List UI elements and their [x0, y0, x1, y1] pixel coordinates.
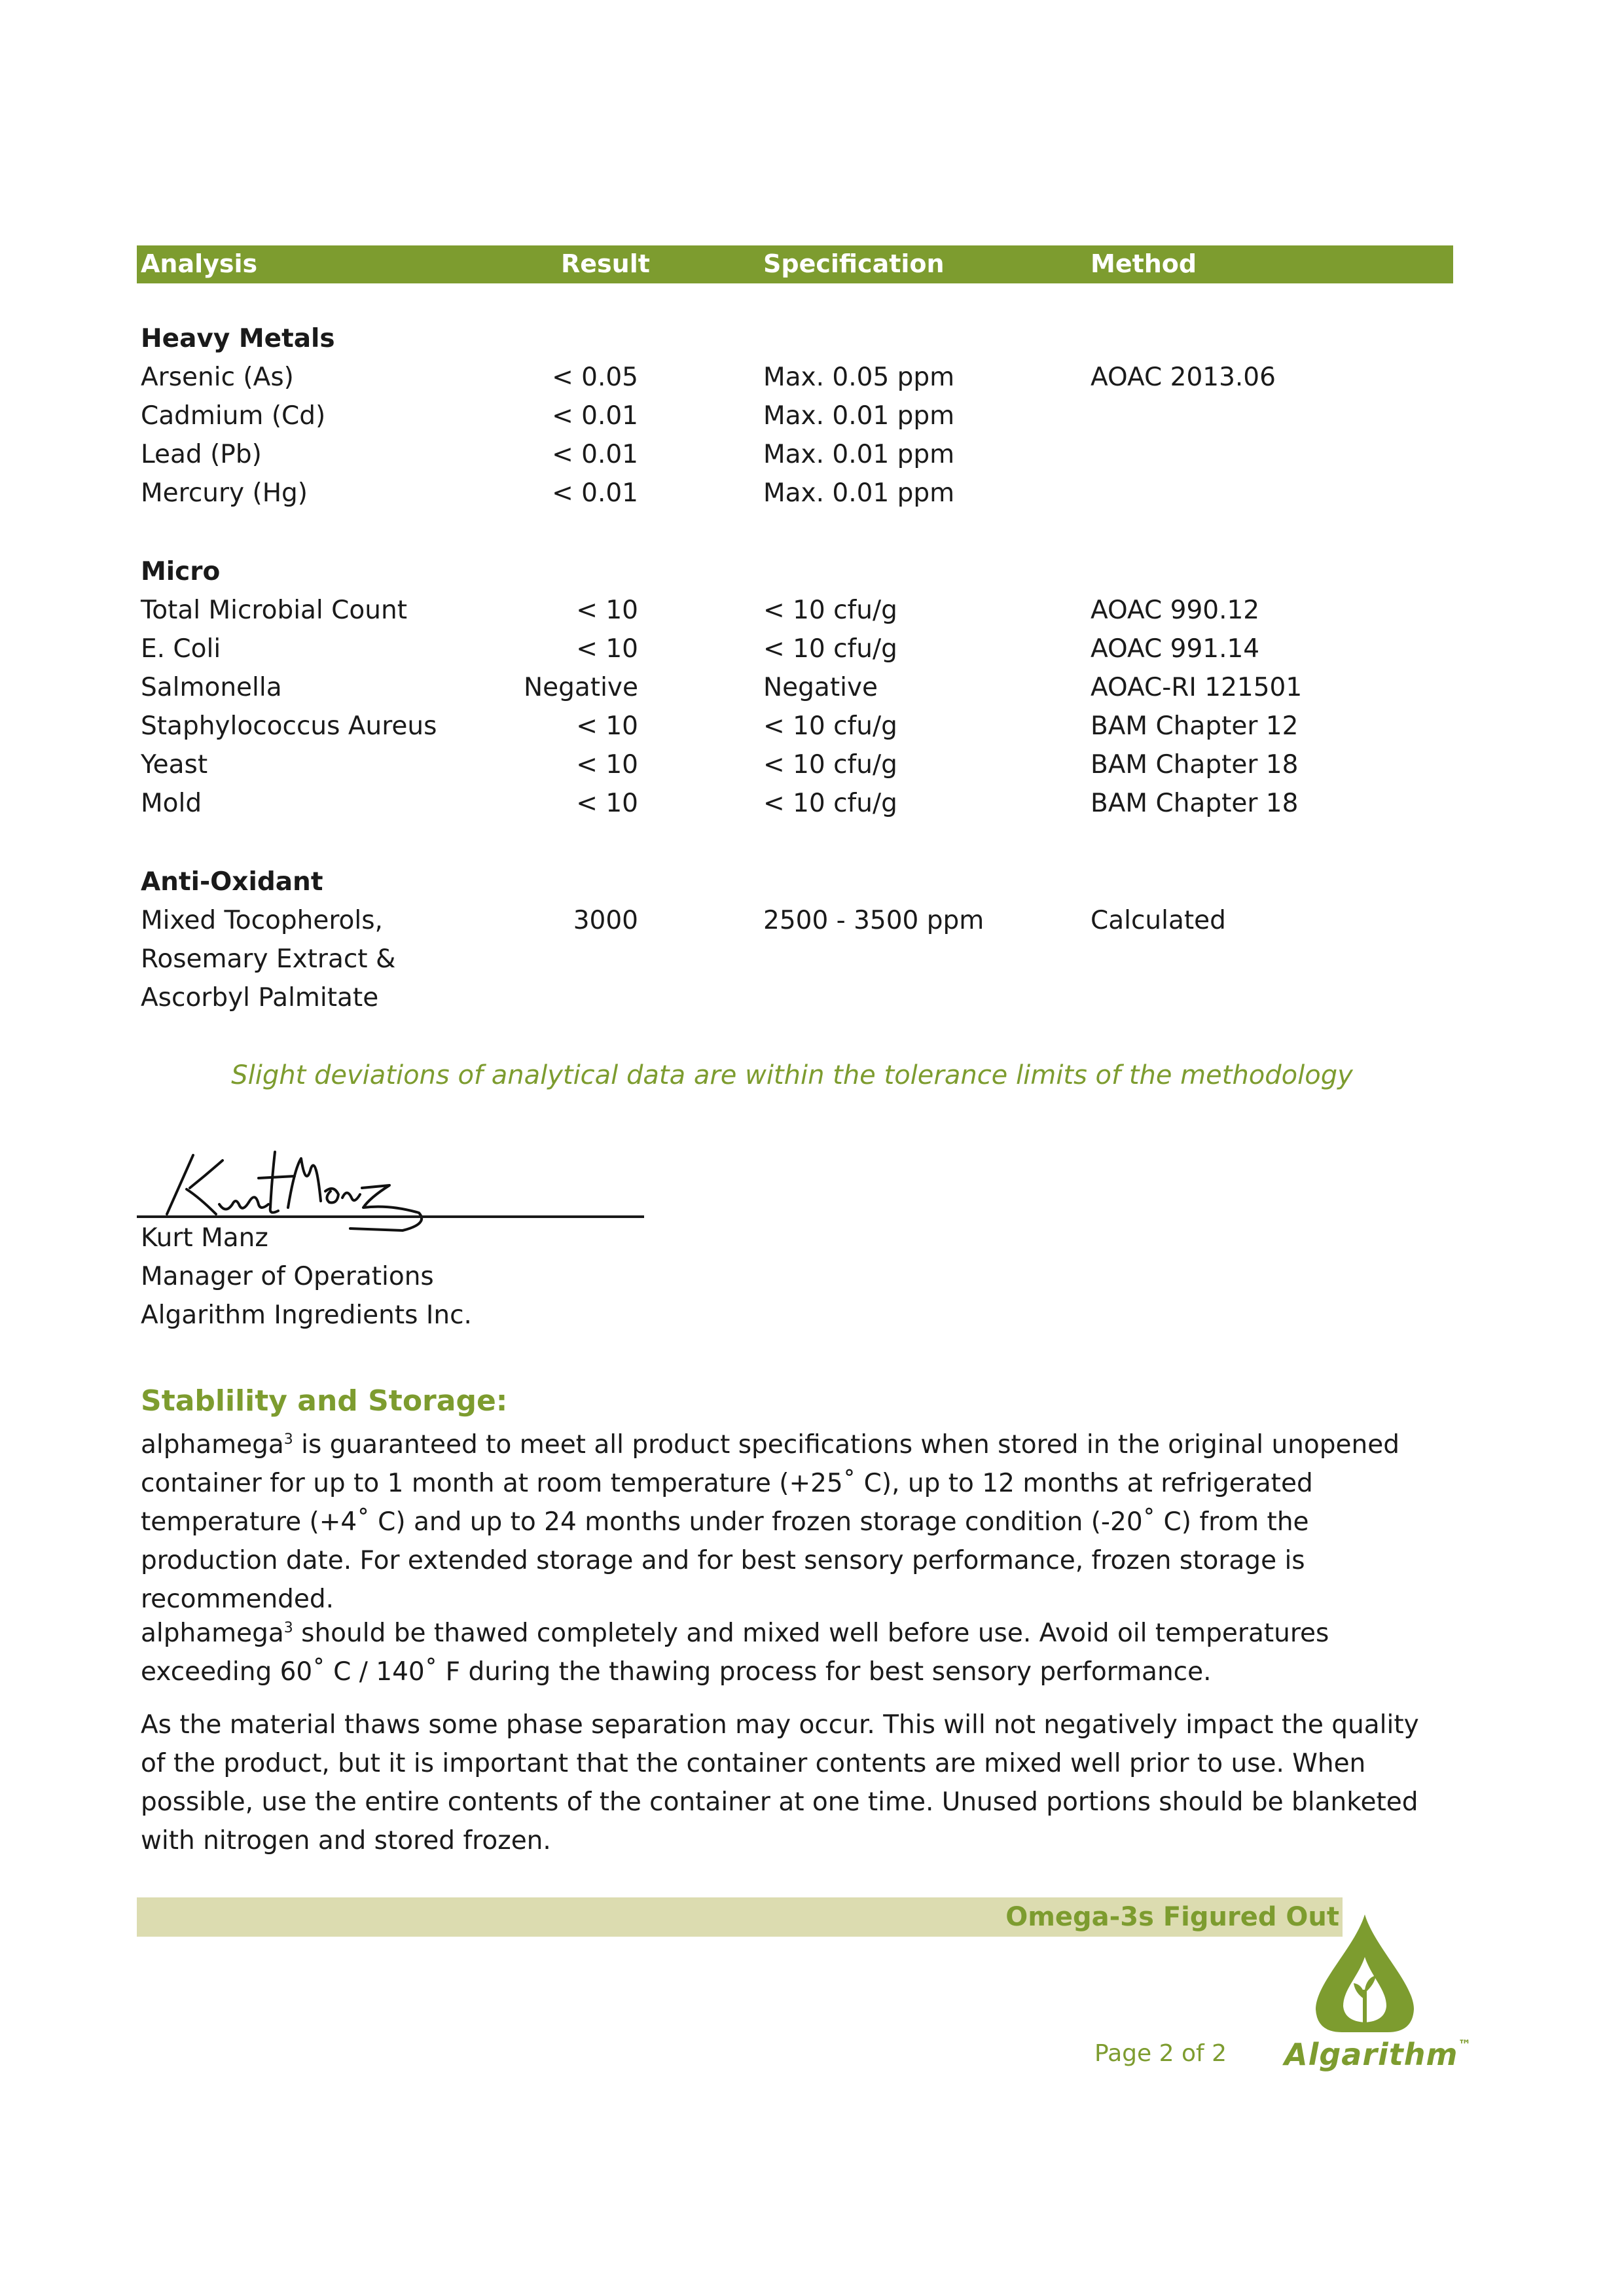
signature-line [137, 1215, 644, 1218]
section-title-micro: Micro [141, 557, 221, 586]
signatory-company: Algarithm Ingredients Inc. [141, 1300, 472, 1330]
footer-tagline: Omega-3s Figured Out [1005, 1902, 1339, 1932]
header-method: Method [1091, 249, 1197, 278]
cell-analysis: Mixed Tocopherols, [141, 906, 383, 935]
section-title-heavy-metals: Heavy Metals [141, 324, 335, 353]
cell-method: BAM Chapter 18 [1091, 750, 1299, 780]
cell-analysis: E. Coli [141, 634, 221, 664]
cell-specification: < 10 cfu/g [763, 634, 897, 664]
paragraph-text: should be thawed completely and mixed well before use. Avoid oil temperatures exceeding 60˚ C / 140˚ F during the thawing process for best sensory performance. [141, 1619, 1329, 1687]
cell-analysis: Mold [141, 789, 202, 818]
storage-title: Stablility and Storage: [141, 1384, 508, 1418]
cell-analysis: Mercury (Hg) [141, 478, 308, 508]
signatory-name: Kurt Manz [141, 1223, 268, 1253]
cell-method: AOAC 991.14 [1091, 634, 1260, 664]
cell-result: < 10 [576, 789, 638, 818]
table-header [137, 245, 1453, 283]
cell-method: Calculated [1091, 906, 1226, 935]
signatory-title: Manager of Operations [141, 1262, 434, 1291]
cell-analysis: Arsenic (As) [141, 363, 294, 392]
section-title-anti-oxidant: Anti-Oxidant [141, 867, 323, 897]
brand-superscript: 3 [283, 1620, 293, 1636]
brand-name: alphamega [141, 1430, 284, 1460]
cell-analysis: Lead (Pb) [141, 440, 262, 469]
algarithm-wordmark [1284, 2037, 1471, 2072]
cell-analysis: Cadmium (Cd) [141, 401, 326, 431]
cell-result: Negative [523, 673, 638, 702]
header-analysis: Analysis [141, 249, 258, 278]
page-number: Page 2 of 2 [1094, 2040, 1227, 2067]
cell-specification: < 10 cfu/g [763, 789, 897, 818]
paragraph-text: is guaranteed to meet all product specifications when stored in the original unopened container for up to 1 month at room temperature (+25˚ C), up to 12 months at refrigerated temperature (+4˚ C) and up to 24 months under frozen storage condition (-20˚ C) from the production date. For extended storage and for best sensory performance, frozen storage is recommended. [141, 1430, 1399, 1614]
cell-specification: 2500 - 3500 ppm [763, 906, 984, 935]
algarithm-drop-icon [1303, 1911, 1427, 2036]
cell-analysis: Salmonella [141, 673, 282, 702]
cell-result: < 10 [576, 750, 638, 780]
cell-method: AOAC-RI 121501 [1091, 673, 1303, 702]
header-result: Result [561, 249, 650, 278]
cell-result: < 10 [576, 711, 638, 741]
cell-method: BAM Chapter 12 [1091, 711, 1299, 741]
cell-result: < 10 [576, 596, 638, 625]
cell-specification: Max. 0.01 ppm [763, 478, 955, 508]
cell-specification: Max. 0.05 ppm [763, 363, 955, 392]
signature-image [154, 1142, 442, 1234]
brand-name: alphamega [141, 1619, 284, 1648]
cell-specification: Negative [763, 673, 878, 702]
cell-analysis: Yeast [141, 750, 208, 780]
cell-result: < 0.01 [552, 478, 638, 508]
cell-specification: Max. 0.01 ppm [763, 401, 955, 431]
trademark-symbol: ™ [1458, 2037, 1472, 2053]
storage-paragraph-3: As the material thaws some phase separation may occur. This will not negatively impact the quality of the product, but it is important that the container contents are mixed well prior to use. When possible, use the entire contents of the container at one time. Unused portions should be blanketed with nitrogen and stored frozen. [141, 1710, 1419, 1856]
cell-method: BAM Chapter 18 [1091, 789, 1299, 818]
cell-result: < 0.01 [552, 440, 638, 469]
cell-result: < 10 [576, 634, 638, 664]
brand-superscript: 3 [283, 1431, 293, 1448]
cell-result: 3000 [573, 906, 638, 935]
cell-specification: < 10 cfu/g [763, 596, 897, 625]
tolerance-note: Slight deviations of analytical data are within the tolerance limits of the methodology [231, 1060, 1353, 1090]
cell-result: < 0.01 [552, 401, 638, 431]
brand-wordmark-text: Algarithm [1284, 2037, 1458, 2072]
cell-analysis: Rosemary Extract & [141, 944, 396, 974]
cell-analysis: Ascorbyl Palmitate [141, 983, 379, 1013]
cell-result: < 0.05 [552, 363, 638, 392]
cell-specification: < 10 cfu/g [763, 750, 897, 780]
cell-method: AOAC 2013.06 [1091, 363, 1276, 392]
header-specification: Specification [763, 249, 945, 278]
storage-paragraph-1 [141, 1420, 1443, 1619]
cell-specification: < 10 cfu/g [763, 711, 897, 741]
cell-specification: Max. 0.01 ppm [763, 440, 955, 469]
cell-analysis: Staphylococcus Aureus [141, 711, 437, 741]
cell-method: AOAC 990.12 [1091, 596, 1260, 625]
storage-paragraph-2 [141, 1609, 1443, 1691]
cell-analysis: Total Microbial Count [141, 596, 407, 625]
